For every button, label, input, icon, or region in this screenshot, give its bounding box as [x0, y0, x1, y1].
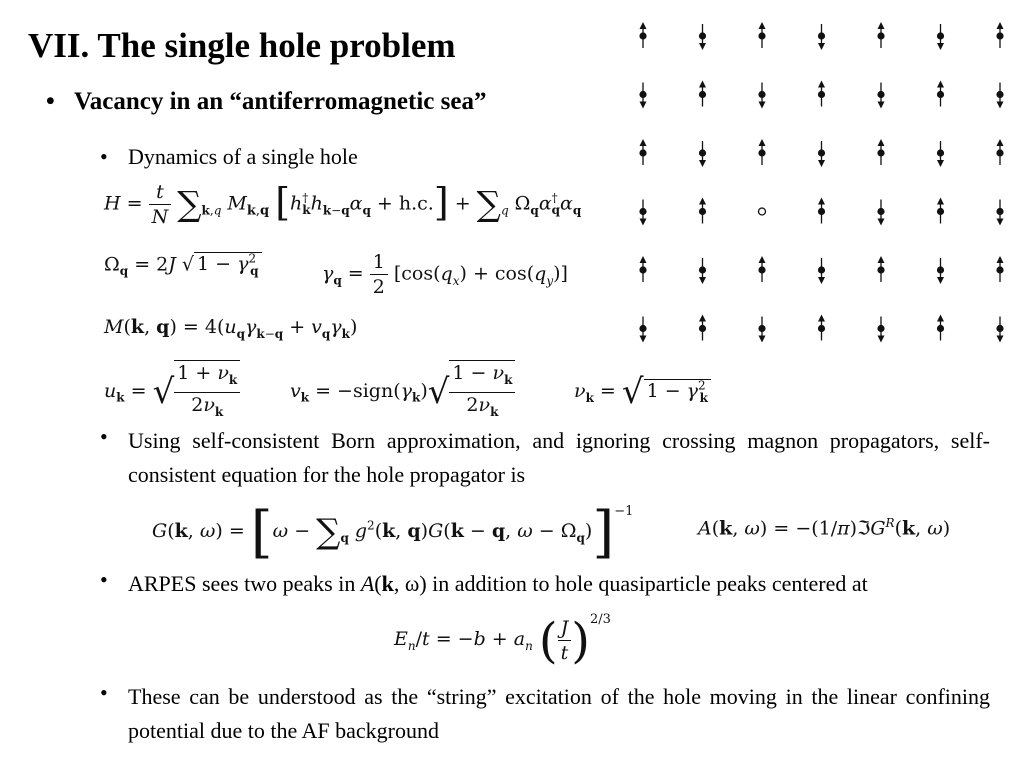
spin-up-site	[877, 139, 884, 165]
spin-down-site	[699, 258, 706, 284]
bullet-arpes-text: ARPES sees two peaks in A(k, ω) in addition to hole quasiparticle peaks centered at	[128, 571, 868, 596]
spin-down-site	[937, 141, 944, 167]
spin-up-site	[639, 256, 646, 282]
spin-up-site	[818, 315, 825, 341]
equation-uk: $u_k$ = √ $\frac{1 + \nu_k}{2\nu_k}$	[104, 360, 240, 424]
spin-up-site	[818, 198, 825, 224]
bullet-vacancy	[46, 88, 486, 116]
spin-lattice-figure	[615, 14, 1020, 354]
bullet-dot: •	[100, 567, 108, 592]
spin-down-site	[818, 141, 825, 167]
spin-up-site	[639, 139, 646, 165]
bullet-born-text: Using self-consistent Born approximation, and ignoring crossing magnon propagators, self-consistent equation for the hole propagator is	[128, 428, 990, 487]
spin-up-site	[937, 315, 944, 341]
bullet-arpes	[100, 567, 990, 601]
equation-nuk: $\nu_k$ = √ $1 - \gamma^2_k$	[574, 372, 711, 412]
spin-down-site	[937, 258, 944, 284]
spin-up-site	[699, 81, 706, 107]
bullet-dot: •	[100, 424, 108, 449]
spin-up-site	[818, 81, 825, 107]
spin-up-site	[699, 198, 706, 224]
equation-omega: $\Omega_q = 2J$ √ $1 - \gamma^2_q$	[104, 252, 262, 278]
spin-up-site	[758, 256, 765, 282]
spin-down-site	[996, 317, 1003, 343]
spin-down-site	[937, 24, 944, 50]
spin-up-site	[937, 198, 944, 224]
bullet-vacancy-text: Vacancy in an “antiferromagnetic sea”	[74, 88, 487, 115]
spin-down-site	[877, 83, 884, 109]
spin-down-site	[758, 83, 765, 109]
bullet-dynamics	[100, 144, 358, 170]
spin-down-site	[639, 83, 646, 109]
spin-up-site	[639, 22, 646, 48]
equation-spectral: A(k, ω) = −(1/π)ℑG$^R$(k, ω)	[698, 516, 951, 540]
spin-down-site	[639, 317, 646, 343]
bullet-string	[100, 680, 990, 748]
spin-up-site	[996, 22, 1003, 48]
spin-down-site	[699, 141, 706, 167]
equation-hamiltonian: H = $\frac{t}{N}$ $\sum_{k,q}$ $M_{k,q}$ $[h^\dagger_kh_{k-q}\alpha_q + h.c.] + \sum_q$ $\Omega_q\alpha^\dagger_q\alpha_q$	[104, 180, 582, 228]
hole-site	[759, 208, 766, 215]
spin-up-site	[758, 139, 765, 165]
bullet-dot: •	[100, 144, 108, 169]
spin-down-site	[639, 200, 646, 226]
spin-up-site	[699, 315, 706, 341]
spin-up-site	[877, 22, 884, 48]
equation-mkq: M(k, $q) = 4(u_q\gamma_{k-q} + v_q\gamma_k)$	[104, 316, 358, 341]
spin-up-site	[996, 256, 1003, 282]
spin-down-site	[877, 317, 884, 343]
bullet-dot: •	[100, 680, 108, 705]
equation-energy: $E_n/t = -b + a_n$ ( $\frac{J}{t}$ )$^{2/3}$	[394, 612, 611, 669]
spin-down-site	[877, 200, 884, 226]
spin-up-site	[877, 256, 884, 282]
spin-up-site	[758, 22, 765, 48]
equation-vk: $v_k$ = $-sign(\gamma_k)√$ $\frac{1 - \nu_k}{2\nu_k}$	[290, 360, 515, 424]
bullet-born	[100, 424, 990, 492]
spin-down-site	[996, 200, 1003, 226]
equation-gamma: $\gamma_q$ = $\frac{1}{2}$ $[\cos(q_x) + \cos(q_y)]$	[322, 251, 568, 298]
bullet-string-text: These can be understood as the “string” excitation of the hole moving in the linear confining potential due to the AF background	[128, 684, 990, 743]
spin-up-site	[996, 139, 1003, 165]
spin-down-site	[758, 317, 765, 343]
bullet-dynamics-text: Dynamics of a single hole	[128, 144, 358, 169]
bullet-dot: •	[46, 88, 55, 115]
spin-up-site	[937, 81, 944, 107]
spin-down-site	[996, 83, 1003, 109]
spin-down-site	[699, 24, 706, 50]
spin-down-site	[818, 24, 825, 50]
slide-title: VII. The single hole problem	[28, 26, 456, 65]
spin-down-site	[818, 258, 825, 284]
equation-green: G(k, $\omega) = [\omega - \sum_q$ $g^2(k$, q)G(k − q, $\omega - \Omega_q)]^{-1}$	[152, 500, 634, 565]
